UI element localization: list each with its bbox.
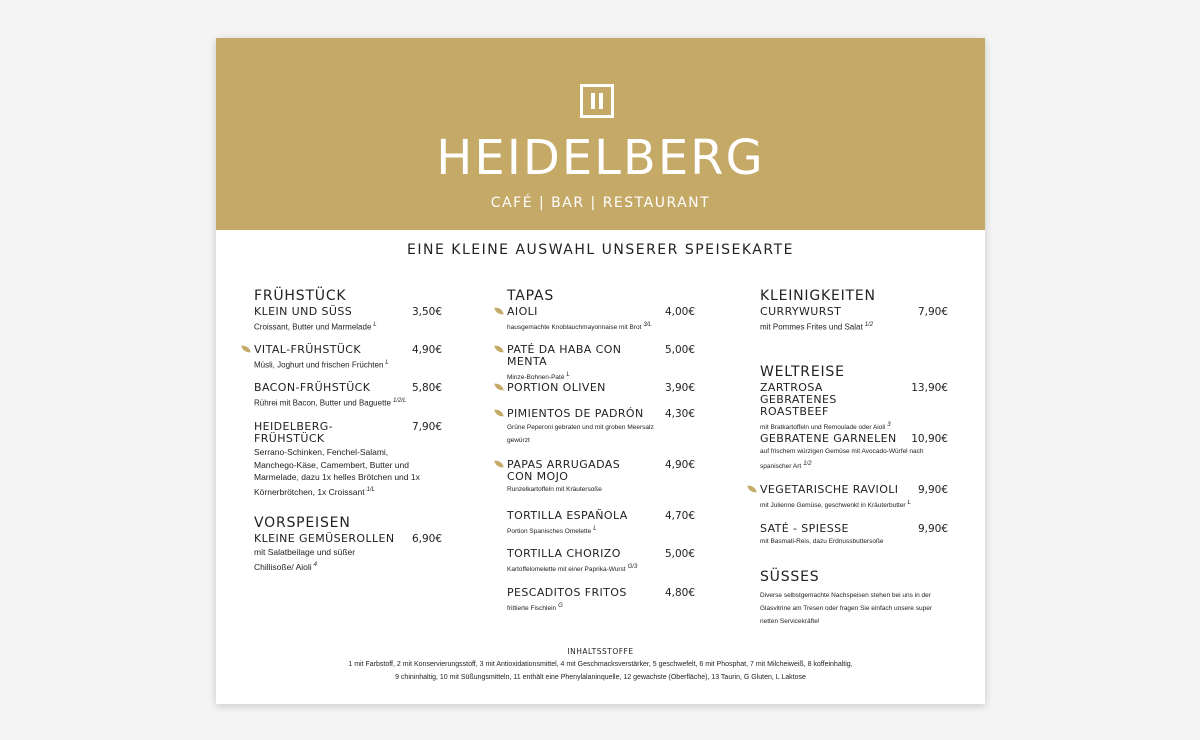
menu-item (760, 433, 970, 484)
item-name: KLEINE GEMÜSEROLLEN (254, 532, 395, 545)
section-title-suesses: SÜSSES (760, 569, 820, 585)
item-price: 10,90€ (911, 433, 948, 445)
brand-name: HEIDELBERG (436, 130, 765, 186)
item-desc: mit Basmati-Reis, dazu Erdnussbuttersoße (760, 538, 884, 545)
item-desc: mit Bratkartoffeln und Remoulade oder Aioli 3 (760, 422, 891, 432)
item-desc: Runzelkartoffeln mit Kräutersoße (507, 486, 602, 493)
footer-title: INHALTSSTOFFE (567, 647, 634, 656)
item-price: 3,90€ (664, 382, 695, 394)
menu-item (507, 459, 717, 510)
item-price: 4,00€ (664, 306, 695, 318)
item-allergen: 1/2 (803, 461, 812, 467)
menu-item (254, 382, 464, 421)
ingredients-footer (216, 645, 985, 684)
item-desc: Kartoffelomelette mit einer Paprika-Wurst G/3 (507, 564, 638, 574)
item-name: VITAL-FRÜHSTÜCK (254, 343, 362, 356)
item-price: 9,90€ (917, 523, 948, 535)
footer-line-1: 1 mit Farbstoff, 2 mit Konservierungsstoff, 3 mit Antioxidationsmittel, 4 mit Geschmacksverstärker, 5 geschwefelt, 6 mit Phosphat, 7 mit Milcheiweiß, 8 koffeinhaltig, (348, 661, 853, 668)
item-price: 4,90€ (664, 459, 695, 471)
item-allergen: 1/2/L (392, 398, 407, 404)
item-desc: mit Salatbeilage und süßer Chillisoße/ Aioli $^4$ (254, 547, 356, 572)
item-allergen: 3 (887, 422, 891, 428)
item-desc: Serrano-Schinken, Fenchel-Salami, Manchego-Käse, Camembert, Butter und Marmelade, dazu 1x helles Brötchen und 1x Körnerbrötchen, 1x Croissant $^{1/L}$ (254, 447, 420, 497)
menu-item (760, 306, 970, 364)
column-left (254, 288, 464, 573)
item-price: 4,80€ (664, 587, 695, 599)
item-allergen: L (385, 360, 389, 366)
item-price: 3,50€ (411, 306, 442, 318)
item-name: TORTILLA ESPAÑOLA (507, 509, 628, 522)
vegetarian-leaf-icon (747, 484, 756, 493)
header-banner (216, 38, 985, 230)
vegetarian-leaf-icon (494, 459, 503, 468)
menu-item (760, 484, 970, 523)
menu-item (254, 421, 464, 515)
vegetarian-leaf-icon (241, 344, 250, 353)
menu-item (254, 306, 464, 344)
menu-item (254, 344, 464, 382)
item-allergen: L (907, 500, 911, 506)
section-title-weltreise: WELTREISE (760, 364, 845, 380)
item-price: 5,80€ (411, 382, 442, 394)
item-name: PIMIENTOS DE PADRÓN (507, 407, 644, 420)
section-title-tapas: TAPAS (507, 288, 555, 304)
item-name: PORTION OLIVEN (507, 381, 606, 394)
item-name: KLEIN UND SÜSS (254, 305, 353, 318)
item-price: 7,90€ (411, 421, 442, 433)
item-price: 13,90€ (911, 382, 948, 394)
item-desc: Müsli, Joghurt und frischen Früchten $^L$ (254, 360, 389, 370)
item-allergen: 4 (313, 561, 317, 568)
item-desc: frittierte Fischlein G (507, 603, 563, 613)
menu-sheet (216, 38, 985, 704)
menu-item (507, 548, 717, 587)
section-title-vorspeisen: VORSPEISEN (254, 515, 351, 531)
menu-item (507, 408, 717, 459)
item-price: 9,90€ (917, 484, 948, 496)
item-name: SATÉ - SPIESSE (760, 522, 849, 535)
item-desc: Grüne Peperoni gebraten und mit groben Meersalz gewürzt (507, 424, 654, 444)
suesses-desc: Diverse selbstgemachte Nachspeisen stehen bei uns in der Glasvitrine am Tresen oder fragen Sie einfach unsere super netten Servicekräfte! (760, 592, 932, 625)
menu-item (507, 587, 717, 615)
item-name: HEIDELBERG-FRÜHSTÜCK (254, 420, 334, 445)
column-right (760, 288, 970, 628)
brand-subtitle: CAFÉ | BAR | RESTAURANT (490, 195, 711, 211)
section-title-kleinigkeiten: KLEINIGKEITEN (760, 288, 876, 304)
section-title-fruehstueck: FRÜHSTÜCK (254, 288, 347, 304)
vegetarian-leaf-icon (494, 408, 503, 417)
item-desc: Rührei mit Bacon, Butter und Baguette $^{1/2/L}$ (254, 398, 407, 408)
menu-item (507, 306, 717, 344)
item-name: PATÉ DA HABA CON MENTA (507, 343, 622, 368)
item-price: 4,30€ (664, 408, 695, 420)
item-desc: hausgemachte Knoblauchmayonnaise mit Brot 3/L (507, 322, 652, 332)
item-allergen: G/3 (627, 564, 638, 570)
vegetarian-leaf-icon (494, 306, 503, 315)
item-price: 4,70€ (664, 510, 695, 522)
item-name: GEBRATENE GARNELEN (760, 432, 897, 445)
menu-tagline: EINE KLEINE AUSWAHL UNSERER SPEISEKARTE (407, 242, 794, 258)
item-name: PAPAS ARRUGADAS CON MOJO (507, 458, 621, 483)
menu-item (507, 510, 717, 548)
item-name: ZARTROSA GEBRATENES ROASTBEEF (760, 381, 837, 418)
vegetarian-leaf-icon (494, 382, 503, 391)
item-price: 5,00€ (664, 344, 695, 356)
logo-bar-left (591, 93, 595, 109)
item-desc: Croissant, Butter und Marmelade $^L$ (254, 322, 377, 332)
item-allergen: G (558, 603, 563, 609)
item-price: 6,90€ (411, 533, 442, 545)
item-price: 5,00€ (664, 548, 695, 560)
item-allergen: 1/2 (864, 322, 874, 328)
item-desc: mit Julienne Gemüse, geschwenkt in Kräuterbutter L (760, 500, 911, 510)
item-name: PESCADITOS FRITOS (507, 586, 627, 599)
item-name: CURRYWURST (760, 305, 842, 318)
item-allergen: 3/L (643, 322, 652, 328)
logo-icon (580, 84, 614, 118)
item-price: 7,90€ (917, 306, 948, 318)
item-desc: auf frischem würzigen Gemüse mit Avocado-Würfel nach spanischer Art 1/2 (760, 448, 924, 471)
menu-item (760, 382, 970, 433)
item-desc: Portion Spanisches Omelette L (507, 526, 597, 536)
menu-item (254, 533, 464, 573)
menu-item (507, 344, 717, 382)
item-name: AIOLI (507, 305, 538, 318)
item-name: TORTILLA CHORIZO (507, 547, 621, 560)
item-allergen: L (373, 322, 377, 328)
item-name: VEGETARISCHE RAVIOLI (760, 483, 899, 496)
item-desc: Minze-Bohnen-Paté L (507, 372, 570, 382)
vegetarian-leaf-icon (494, 344, 503, 353)
item-desc: mit Pommes Frites und Salat $^{1/2}$ (760, 322, 874, 332)
menu-item (507, 382, 717, 408)
column-middle (507, 288, 717, 615)
item-allergen: 1/L (366, 486, 375, 493)
item-name: BACON-FRÜHSTÜCK (254, 381, 371, 394)
menu-item (760, 523, 970, 569)
footer-line-2: 9 chininhaltig, 10 mit Süßungsmitteln, 11 enthält eine Phenylalaninquelle, 12 gewachste (Oberfläche), 13 Taurin, G Gluten, L Laktose (395, 674, 806, 681)
item-allergen: L (566, 372, 570, 378)
logo-bar-right (599, 93, 603, 109)
item-price: 4,90€ (411, 344, 442, 356)
item-allergen: L (593, 526, 597, 532)
